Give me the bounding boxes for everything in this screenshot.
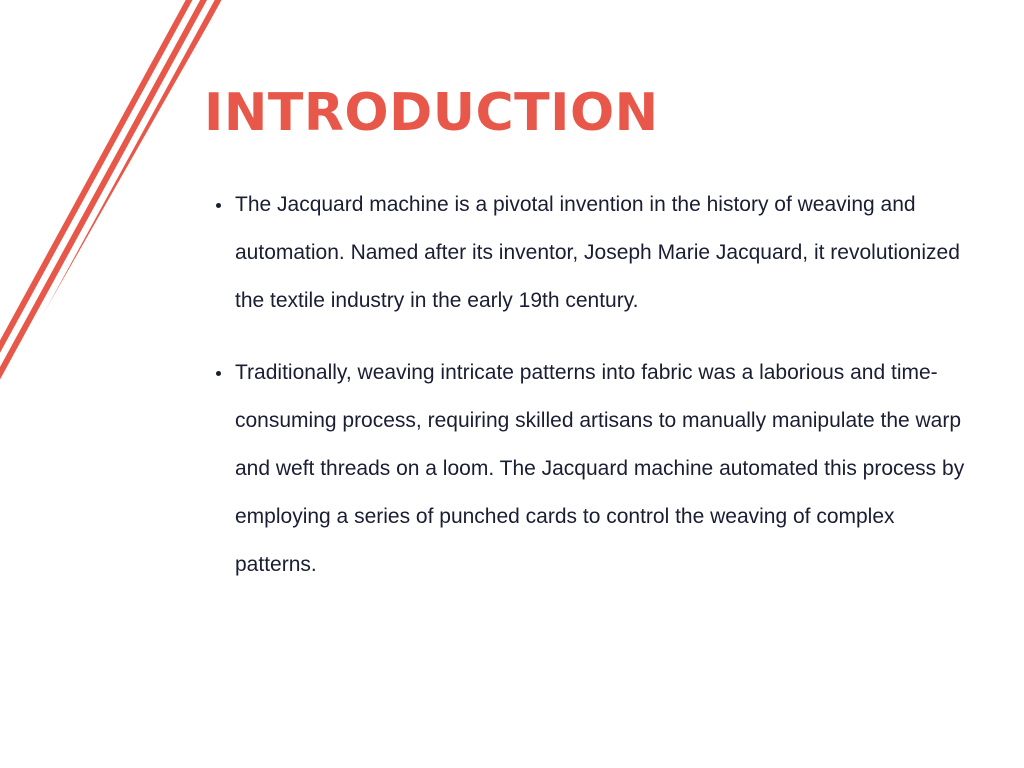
page-title: INTRODUCTION — [204, 83, 659, 143]
bullet-item — [235, 349, 965, 589]
stripe — [33, 0, 231, 400]
bullet-text: Traditionally, weaving intricate patterns into fabric was a laborious and time-consuming process, requiring skilled artisans to manually manipulate the warp and weft threads on a loom. The Jacquard machine automated this process by employing a series of punched cards to control the weaving of complex patterns. — [235, 361, 965, 576]
stripe — [149, 0, 231, 400]
stripe — [62, 0, 231, 400]
stripe — [0, 0, 229, 400]
stripe — [192, 0, 230, 400]
bullet-list — [235, 181, 965, 613]
stripe — [18, 0, 230, 400]
stripe — [47, 0, 230, 400]
stripe — [221, 0, 230, 400]
stripe — [4, 0, 231, 400]
bullet-dot-icon — [216, 371, 221, 376]
bullet-text: The Jacquard machine is a pivotal invention in the history of weaving and automation. Named after its inventor, Joseph Marie Jacquard, it revolutionized the textile industry in the early 19th century. — [235, 193, 960, 312]
stripe — [120, 0, 231, 400]
bullet-item — [235, 181, 965, 325]
bullet-dot-icon — [216, 203, 221, 208]
stripe — [207, 0, 231, 400]
stripe — [91, 0, 231, 400]
diagonal-stripes-decoration — [0, 0, 230, 400]
